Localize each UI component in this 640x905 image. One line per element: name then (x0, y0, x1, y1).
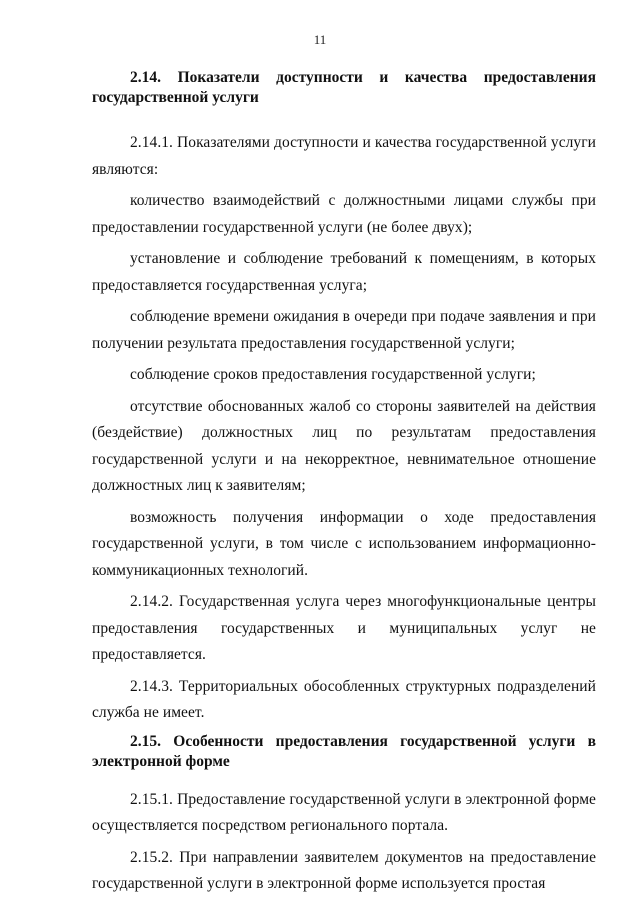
paragraph-2-15-2: 2.15.2. При направлении заявителем документов на предоставление государственной услуги в электронной форме используется простая (92, 848, 596, 892)
paragraph-information: возможность получения информации о ходе предоставления государственной услуги, в том числе с использованием информационно-коммуникационных технологий. (92, 508, 596, 579)
paragraph-2-14-1: 2.14.1. Показателями доступности и качества государственной услуги являются: (92, 134, 596, 178)
page-number: 11 (313, 32, 327, 47)
paragraph-premises: установление и соблюдение требований к помещениям, в которых предоставляется государственная услуга; (92, 250, 596, 294)
paragraph-interactions: количество взаимодействий с должностными лицами службы при предоставлении государственной услуги (не более двух); (92, 192, 596, 236)
paragraph-2-14-2: 2.14.2. Государственная услуга через многофункциональные центры предоставления государственных и муниципальных услуг не предоставляется. (92, 593, 596, 663)
paragraph-waiting-time: соблюдение времени ожидания в очереди при подаче заявления и при получении результата предоставления государственной услуги; (92, 308, 596, 352)
paragraph-2-14-3: 2.14.3. Территориальных обособленных структурных подразделений служба не имеет. (92, 677, 596, 721)
page-content (92, 68, 596, 903)
paragraph-deadlines: соблюдение сроков предоставления государственной услуги; (130, 366, 536, 383)
paragraph-complaints: отсутствие обоснованных жалоб со стороны заявителей на действия (бездействие) должностных лиц по результатам предоставления государственной услуги и на некорректное, невнимательное отношение должностных лиц к заявителям; (92, 397, 596, 494)
section-heading-2-15: 2.15. Особенности предоставления государственной услуги в электронной форме (92, 732, 596, 770)
paragraph-2-15-1: 2.15.1. Предоставление государственной услуги в электронной форме осуществляется посредством регионального портала. (92, 790, 596, 834)
section-heading-2-14: 2.14. Показатели доступности и качества предоставления государственной услуги (92, 69, 596, 106)
